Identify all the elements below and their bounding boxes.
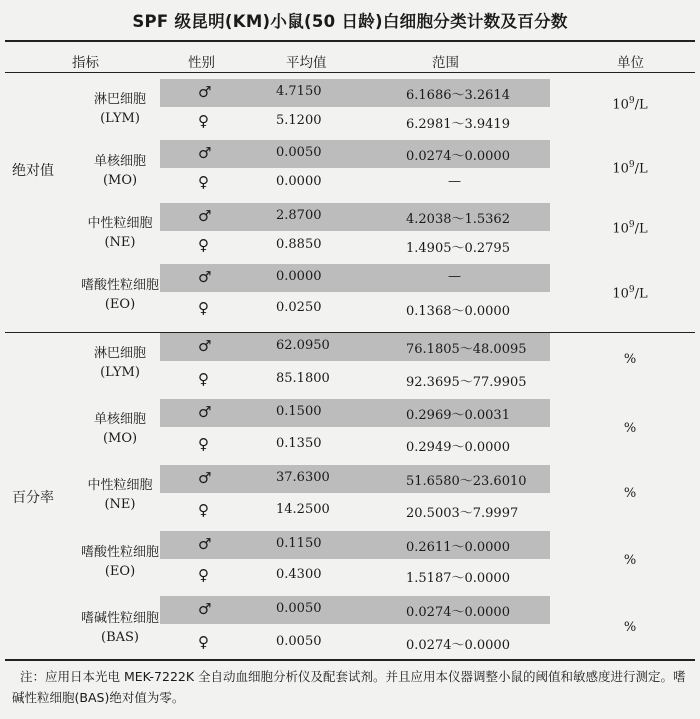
- mean-cell: 0.0050: [276, 601, 322, 616]
- header-sex: 性别: [188, 55, 215, 71]
- range-cell: —: [448, 174, 461, 189]
- indicator-label: [50, 344, 190, 382]
- sex-cell: ♀: [198, 236, 209, 254]
- mean-cell: 4.7150: [276, 84, 322, 99]
- range-cell: 0.0274～0.0000: [406, 638, 510, 653]
- mean-cell: 0.1350: [276, 436, 322, 451]
- sex-cell: ♀: [198, 299, 209, 317]
- group-label-percent: 百分率: [12, 490, 54, 506]
- unit-abs-eo: $10^9/L$: [612, 285, 648, 302]
- header-rule: [5, 72, 695, 73]
- sex-cell: ♂: [198, 600, 212, 618]
- indicator-abbr: (BAS): [101, 630, 139, 645]
- indicator-abbr: (LYM): [100, 365, 140, 380]
- range-cell: 6.1686～3.2614: [406, 88, 510, 103]
- indicator-name: 中性粒细胞: [87, 216, 153, 231]
- header-mean: 平均值: [286, 55, 327, 71]
- unit-pct-ne: %: [623, 486, 637, 501]
- sex-cell: ♂: [198, 469, 212, 487]
- indicator-name: 中性粒细胞: [87, 478, 153, 493]
- indicator-name: 淋巴细胞: [93, 346, 146, 361]
- unit-abs-mo: $10^9/L$: [612, 160, 648, 177]
- mean-cell: 62.0950: [276, 338, 330, 353]
- indicator-abbr: (NE): [104, 497, 136, 512]
- range-cell: 1.5187～0.0000: [406, 571, 510, 586]
- range-cell: —: [448, 269, 461, 284]
- sex-cell: ♂: [198, 337, 212, 355]
- mean-cell: 37.6300: [276, 470, 330, 485]
- mean-cell: 0.0250: [276, 300, 322, 315]
- range-cell: 0.1368～0.0000: [406, 304, 510, 319]
- range-cell: 4.2038～1.5362: [406, 212, 510, 227]
- indicator-label: [50, 276, 190, 314]
- sex-cell: ♀: [198, 566, 209, 584]
- sex-cell: ♀: [198, 435, 209, 453]
- mean-cell: 14.2500: [276, 502, 330, 517]
- sex-cell: ♀: [198, 501, 209, 519]
- mean-cell: 0.0050: [276, 634, 322, 649]
- indicator-label: [50, 543, 190, 581]
- mean-cell: 0.4300: [276, 567, 322, 582]
- range-cell: 20.5003～7.9997: [406, 506, 519, 521]
- range-cell: 1.4905～0.2795: [406, 241, 510, 256]
- range-cell: 6.2981～3.9419: [406, 117, 510, 132]
- indicator-label: [50, 90, 190, 128]
- sex-cell: ♂: [198, 83, 212, 101]
- mean-cell: 0.0050: [276, 145, 322, 160]
- group-label-absolute: 绝对值: [12, 163, 54, 179]
- indicator-abbr: (EO): [104, 564, 136, 579]
- indicator-abbr: (LYM): [100, 111, 140, 126]
- table-title: SPF 级昆明(KM)小鼠(50 日龄)白细胞分类计数及百分数: [132, 12, 568, 31]
- indicator-name: 嗜碱性粒细胞: [80, 611, 159, 626]
- unit-pct-mo: %: [623, 421, 637, 436]
- mean-cell: 0.1150: [276, 536, 322, 551]
- sex-cell: ♀: [198, 633, 209, 651]
- sex-cell: ♂: [198, 403, 212, 421]
- indicator-label: [50, 214, 190, 252]
- indicator-name: 单核细胞: [93, 412, 146, 427]
- mean-cell: 0.0000: [276, 269, 322, 284]
- header-range: 范围: [432, 55, 459, 71]
- indicator-label: [50, 410, 190, 448]
- shaded-row-band: [160, 264, 550, 292]
- indicator-label: [50, 609, 190, 647]
- mean-cell: 2.8700: [276, 208, 322, 223]
- mean-cell: 0.1500: [276, 404, 322, 419]
- indicator-label: [50, 152, 190, 190]
- indicator-name: 单核细胞: [93, 154, 146, 169]
- indicator-name: 嗜酸性粒细胞: [80, 545, 159, 560]
- mean-cell: 0.8850: [276, 237, 322, 252]
- header-indicator: 指标: [72, 55, 99, 71]
- range-cell: 0.0274～0.0000: [406, 605, 510, 620]
- indicator-name: 淋巴细胞: [93, 92, 146, 107]
- sex-cell: ♀: [198, 112, 209, 130]
- indicator-abbr: (NE): [104, 235, 136, 250]
- range-cell: 0.0274～0.0000: [406, 149, 510, 164]
- range-cell: 0.2969～0.0031: [406, 408, 510, 423]
- indicator-abbr: (MO): [102, 173, 138, 188]
- mean-cell: 85.1800: [276, 371, 330, 386]
- range-cell: 0.2611～0.0000: [406, 540, 510, 555]
- range-cell: 76.1805～48.0095: [406, 342, 527, 357]
- sex-cell: ♂: [198, 535, 212, 553]
- footnote: 注：应用日本光电 MEK-7222K 全自动血细胞分析仪及配套试剂。并且应用本仪器调整小鼠的阈值和敏感度进行测定。嗜碱性粒细胞(BAS)绝对值为零。: [12, 669, 686, 705]
- range-cell: 92.3695～77.9905: [406, 375, 527, 390]
- bottom-rule: [5, 659, 695, 661]
- mean-cell: 5.1200: [276, 113, 322, 128]
- sex-cell: ♂: [198, 144, 212, 162]
- unit-pct-bas: %: [623, 620, 637, 635]
- sex-cell: ♀: [198, 173, 209, 191]
- sex-cell: ♀: [198, 370, 209, 388]
- unit-abs-lym: $10^9/L$: [612, 96, 648, 113]
- sex-cell: ♂: [198, 268, 212, 286]
- unit-abs-ne: $10^9/L$: [612, 220, 648, 237]
- indicator-label: [50, 476, 190, 514]
- unit-pct-eo: %: [623, 553, 637, 568]
- indicator-abbr: (EO): [104, 297, 136, 312]
- indicator-name: 嗜酸性粒细胞: [80, 278, 159, 293]
- unit-pct-lym: %: [623, 352, 637, 367]
- header-unit: 单位: [617, 55, 644, 71]
- sex-cell: ♂: [198, 207, 212, 225]
- range-cell: 0.2949～0.0000: [406, 440, 510, 455]
- mean-cell: 0.0000: [276, 174, 322, 189]
- indicator-abbr: (MO): [102, 431, 138, 446]
- range-cell: 51.6580～23.6010: [406, 474, 527, 489]
- top-rule: [5, 40, 695, 42]
